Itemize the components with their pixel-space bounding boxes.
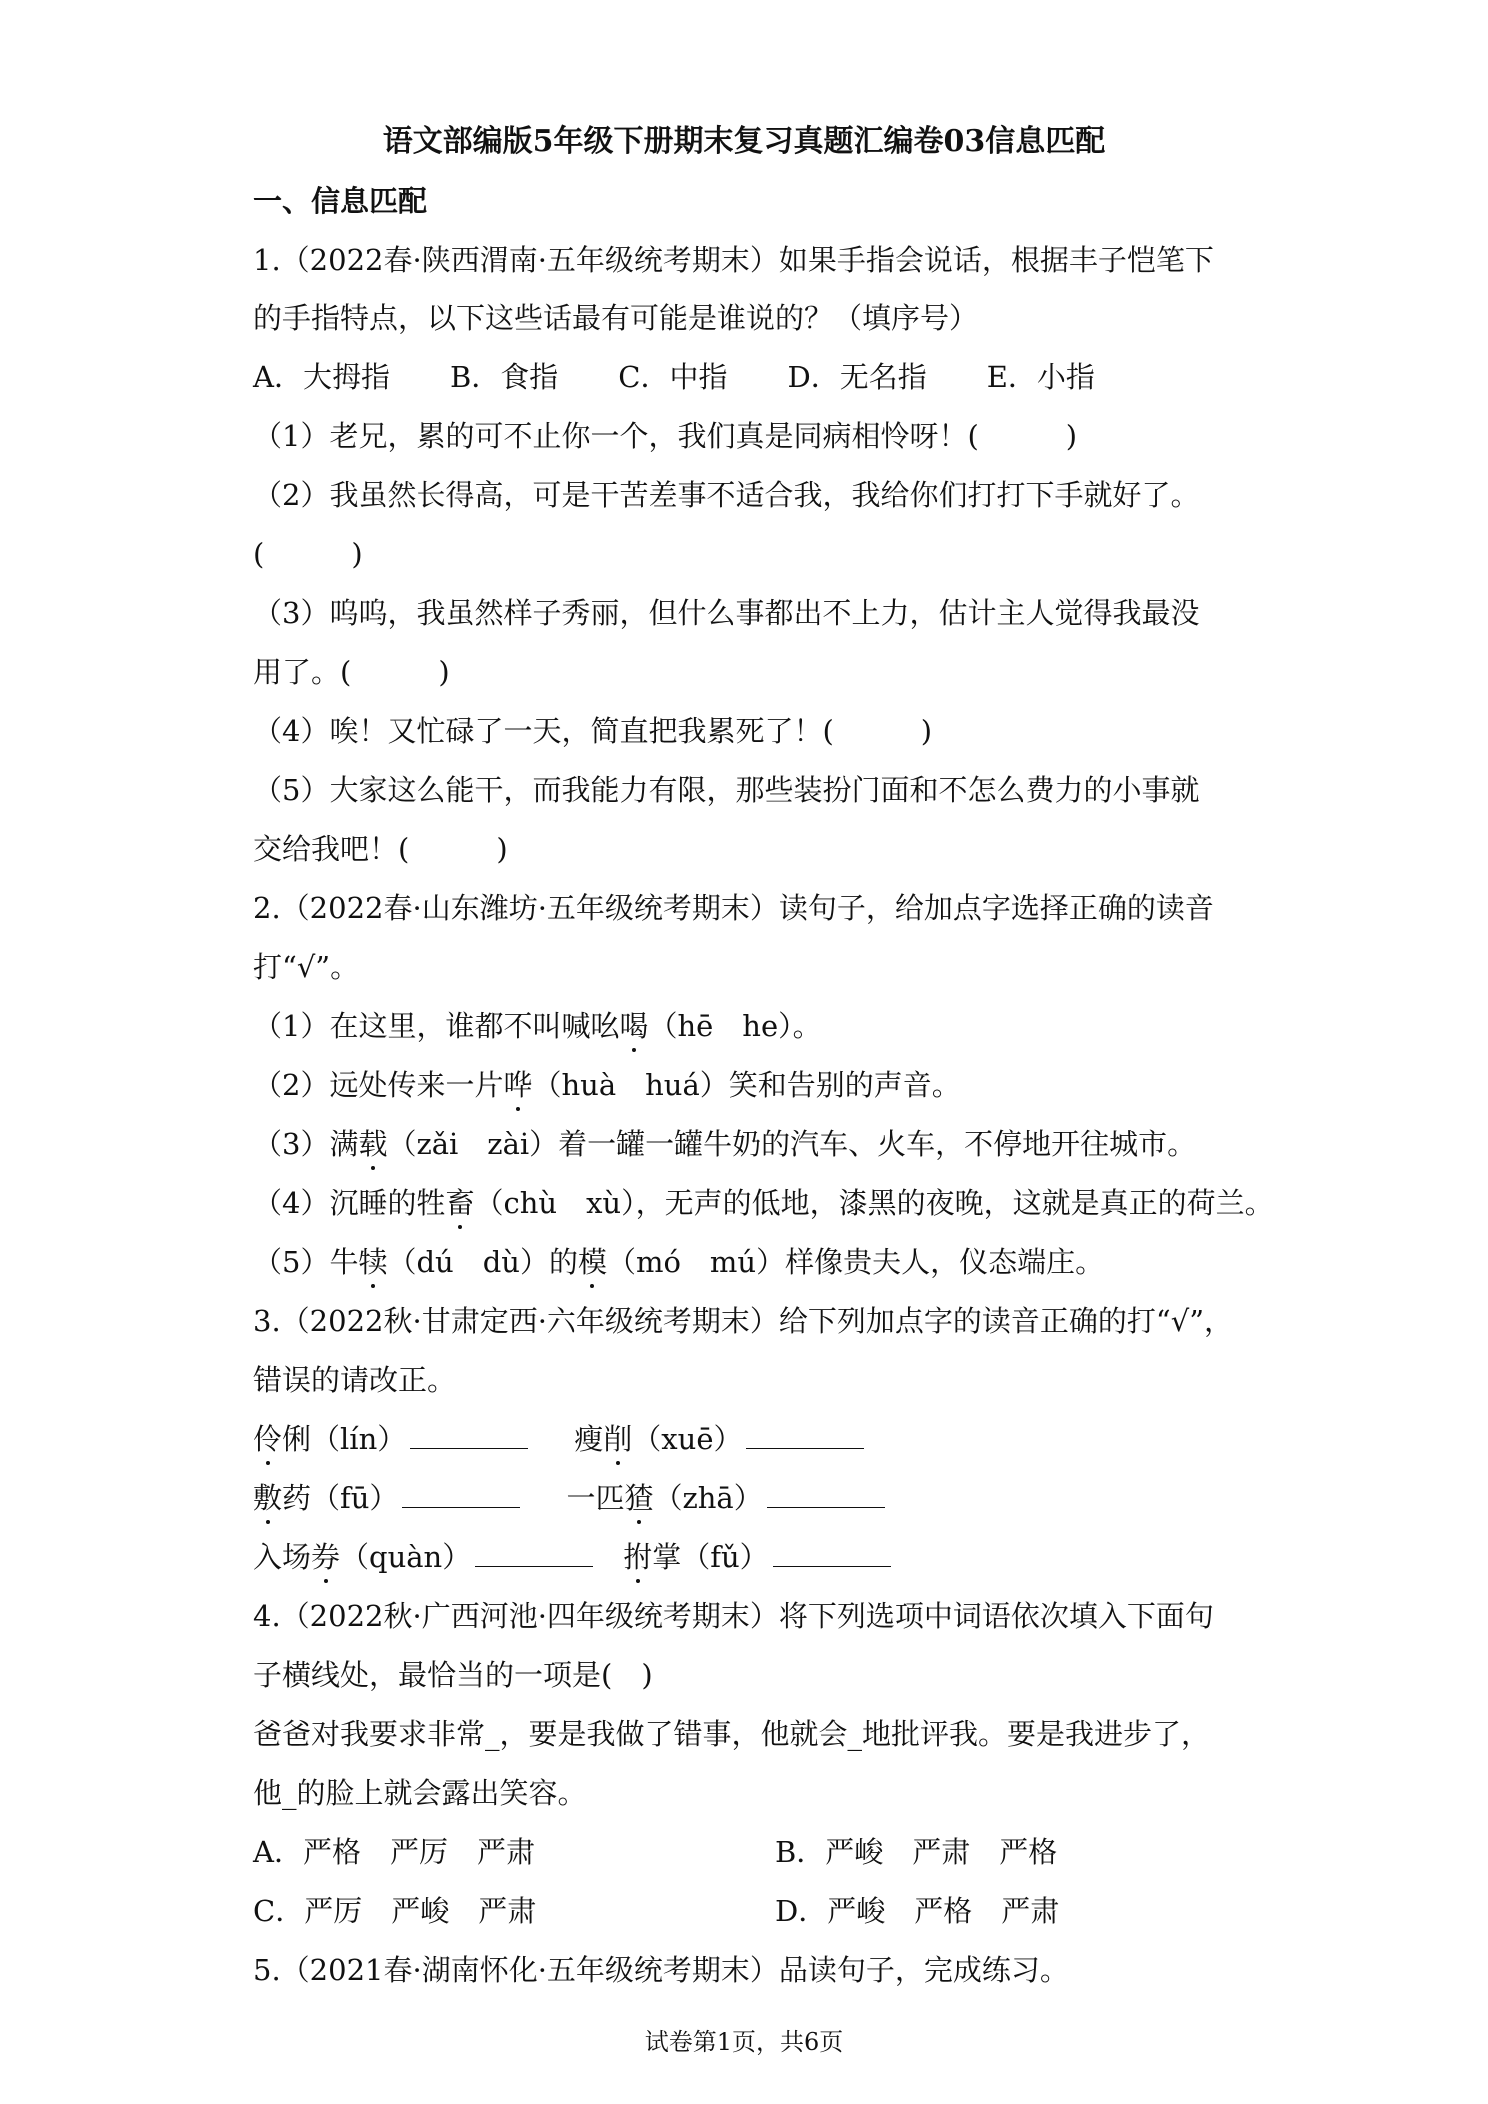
- dotted-char: 模: [577, 1245, 607, 1279]
- q1-options: [253, 359, 1095, 395]
- dotted-char: 削: [603, 1422, 633, 1456]
- q3-row-2: [253, 1480, 891, 1516]
- q2-item-4-text: （4）沉睡的牲: [253, 1186, 446, 1220]
- q3-row-1: [253, 1421, 870, 1457]
- q1-item-1: （1）老兄，累的可不止你一个，我们真是同病相怜呀！( ): [253, 419, 1078, 453]
- dotted-char: 畜: [445, 1186, 475, 1220]
- q1-item-3-cont: 用了。( ): [253, 655, 450, 689]
- q4-stem-line1: 4.（2022秋·广西河池·四年级统考期末）将下列选项中词语依次填入下面句: [253, 1599, 1214, 1633]
- q3-word-2-pre: 瘦: [574, 1422, 604, 1456]
- q2-item-5: [253, 1244, 1104, 1280]
- q4-sentence-line1: 爸爸对我要求非常_，要是我做了错事，他就会_地批评我。要是我进步了，: [253, 1717, 1211, 1751]
- dotted-char: 猹: [624, 1481, 654, 1515]
- q1-item-5-cont: 交给我吧！( ): [253, 832, 508, 866]
- q4-sentence-line2: 他_的脸上就会露出笑容。: [253, 1776, 587, 1810]
- answer-blank[interactable]: [402, 1483, 520, 1508]
- q2-item-3-text: （3）满: [253, 1127, 359, 1161]
- q1-option-d: D．无名指: [787, 360, 927, 394]
- page-title: 语文部编版5年级下册期末复习真题汇编卷03信息匹配: [382, 124, 1106, 159]
- q3-stem-line2: 错误的请改正。: [253, 1363, 457, 1397]
- q1-option-c: C．中指: [618, 360, 728, 394]
- q2-item-4-pinyin: （chù xù），无声的低地，漆黑的夜晚，这就是真正的荷兰。: [474, 1186, 1274, 1220]
- q3-word-4-pre: 一匹: [566, 1481, 625, 1515]
- q1-stem-line2: 的手指特点，以下这些话最有可能是谁说的？（填序号）: [253, 301, 979, 335]
- q3-stem-line1: 3.（2022秋·甘肃定西·六年级统考期末）给下列加点字的读音正确的打“√”，: [253, 1304, 1234, 1338]
- q3-word-4: （zhā）: [653, 1481, 763, 1515]
- dotted-char: 犊: [358, 1245, 388, 1279]
- q2-item-3: [253, 1126, 1196, 1162]
- section-heading: 一、信息匹配: [253, 184, 428, 218]
- q1-item-3: （3）呜呜，我虽然样子秀丽，但什么事都出不上力，估计主人觉得我最没: [253, 596, 1200, 630]
- q1-item-4: （4）唉！又忙碌了一天，简直把我累死了！( ): [253, 714, 933, 748]
- q3-word-1: 俐（lín）: [282, 1422, 407, 1456]
- q2-stem-line1: 2.（2022春·山东潍坊·五年级统考期末）读句子，给加点字选择正确的读音: [253, 891, 1214, 925]
- q1-item-2-answer: ( ): [253, 537, 363, 571]
- answer-blank[interactable]: [410, 1424, 528, 1449]
- q2-item-2-pinyin: （huà huá）笑和告别的声音。: [532, 1068, 961, 1102]
- q2-item-4: [253, 1185, 1274, 1221]
- answer-blank[interactable]: [475, 1542, 593, 1567]
- dotted-char: 伶: [253, 1422, 283, 1456]
- q4-stem-line2: 子横线处，最恰当的一项是( ): [253, 1658, 653, 1692]
- q4-option-a: A．严格 严厉 严肃: [253, 1835, 535, 1869]
- q2-item-1-pinyin: （hē he）。: [648, 1009, 822, 1043]
- dotted-char: 哗: [503, 1068, 533, 1102]
- q2-item-1-text: （1）在这里，谁都不叫喊吆: [253, 1009, 620, 1043]
- q3-word-3: 药（fū）: [282, 1481, 399, 1515]
- q3-word-5: （quàn）: [340, 1540, 472, 1574]
- q4-option-d: D．严峻 严格 严肃: [775, 1894, 1060, 1928]
- dotted-char: 敷: [253, 1481, 283, 1515]
- q3-word-5-pre: 入场: [253, 1540, 312, 1574]
- q1-item-5: （5）大家这么能干，而我能力有限，那些装扮门面和不怎么费力的小事就: [253, 773, 1200, 807]
- q1-option-a: A．大拇指: [253, 360, 390, 394]
- q2-item-5-mid: （dú dù）的: [387, 1245, 578, 1279]
- dotted-char: 喝: [619, 1009, 649, 1043]
- q2-item-2: [253, 1067, 961, 1103]
- dotted-char: 券: [311, 1540, 341, 1574]
- q1-option-b: B．食指: [449, 360, 559, 394]
- q3-word-6: 掌（fǔ）: [652, 1540, 769, 1574]
- q1-item-2: （2）我虽然长得高，可是干苦差事不适合我，我给你们打打下手就好了。: [253, 478, 1200, 512]
- q2-item-1: [253, 1008, 822, 1044]
- answer-blank[interactable]: [746, 1424, 864, 1449]
- q2-item-5-text: （5）牛: [253, 1245, 359, 1279]
- q4-option-b: B．严峻 严肃 严格: [775, 1835, 1058, 1869]
- dotted-char: 载: [358, 1127, 388, 1161]
- answer-blank[interactable]: [767, 1483, 885, 1508]
- q1-option-e: E．小指: [986, 360, 1095, 394]
- q2-item-2-text: （2）远处传来一片: [253, 1068, 504, 1102]
- q4-option-c: C．严厉 严峻 严肃: [253, 1894, 537, 1928]
- q3-word-2: （xuē）: [632, 1422, 743, 1456]
- q2-stem-line2: 打“√”。: [253, 950, 360, 984]
- answer-blank[interactable]: [773, 1542, 891, 1567]
- q5-stem: 5.（2021春·湖南怀化·五年级统考期末）品读句子，完成练习。: [253, 1953, 1069, 1987]
- q1-stem-line1: 1.（2022春·陕西渭南·五年级统考期末）如果手指会说话，根据丰子恺笔下: [253, 243, 1214, 277]
- q2-item-3-pinyin: （zǎi zài）着一罐一罐牛奶的汽车、火车，不停地开往城市。: [387, 1127, 1197, 1161]
- q3-row-3: [253, 1539, 897, 1575]
- q2-item-5-pinyin: （mó mú）样像贵夫人，仪态端庄。: [606, 1245, 1105, 1279]
- dotted-char: 拊: [623, 1540, 653, 1574]
- page-footer: 试卷第1页，共6页: [644, 2028, 844, 2056]
